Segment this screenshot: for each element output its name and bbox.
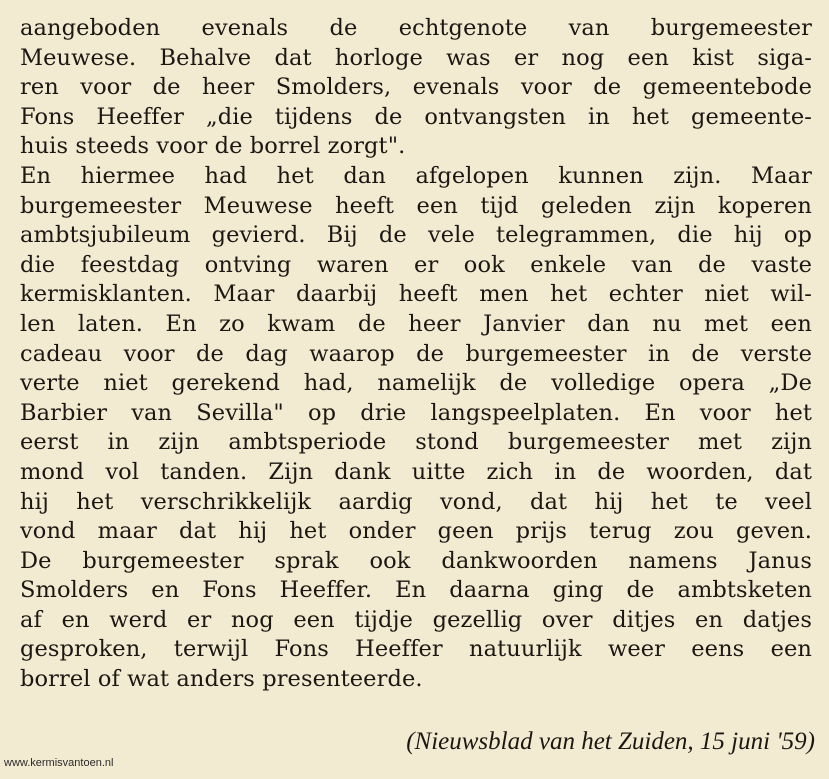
article-line: eerst in zijn ambtsperiode stond burgemeester met zijn <box>20 429 812 456</box>
article-line: aangeboden evenals de echtgenote van burgemeester <box>20 15 812 41</box>
source-citation: (Nieuwsblad van het Zuiden, 15 juni '59) <box>406 728 815 755</box>
article-line: Meuwese. Behalve dat horloge was er nog een kist siga- <box>20 44 812 71</box>
article-line: af en werd er nog een tijdje gezellig over ditjes en datjes <box>20 606 812 633</box>
article-body <box>20 14 812 695</box>
article-line: kermisklanten. Maar daarbij heeft men het echter niet wil- <box>20 281 812 308</box>
article-line: huis steeds voor de borrel zorgt". <box>20 133 406 160</box>
article-line: vond maar dat hij het onder geen prijs terug zou geven. <box>20 518 812 545</box>
article-line: len laten. En zo kwam de heer Janvier dan nu met een <box>20 310 812 337</box>
article-line: Smolders en Fons Heeffer. En daarna ging de ambtsketen <box>20 577 812 604</box>
article-line: Barbier van Sevilla" op drie langspeelplaten. En voor het <box>20 399 812 426</box>
article-line: De burgemeester sprak ook dankwoorden namens Janus <box>20 547 812 574</box>
article-line: borrel of wat anders presenteerde. <box>20 666 423 693</box>
article-line: Fons Heeffer „die tijdens de ontvangsten in het gemeente- <box>20 103 812 130</box>
website-watermark: www.kermisvantoen.nl <box>4 757 114 769</box>
article-line: gesproken, terwijl Fons Heeffer natuurlijk weer eens een <box>20 636 812 663</box>
article-line: mond vol tanden. Zijn dank uitte zich in de woorden, dat <box>20 458 812 485</box>
article-line: ren voor de heer Smolders, evenals voor de gemeentebode <box>20 74 812 101</box>
article-line: En hiermee had het dan afgelopen kunnen zijn. Maar <box>20 162 812 189</box>
article-line: verte niet gerekend had, namelijk de volledige opera „De <box>20 370 812 397</box>
article-line: die feestdag ontving waren er ook enkele van de vaste <box>20 251 812 278</box>
article-line: ambtsjubileum gevierd. Bij de vele telegrammen, die hij op <box>20 222 812 249</box>
article-line: burgemeester Meuwese heeft een tijd geleden zijn koperen <box>20 192 812 219</box>
article-line: hij het verschrikkelijk aardig vond, dat hij het te veel <box>20 488 812 515</box>
article-line: cadeau voor de dag waarop de burgemeester in de verste <box>20 340 812 367</box>
